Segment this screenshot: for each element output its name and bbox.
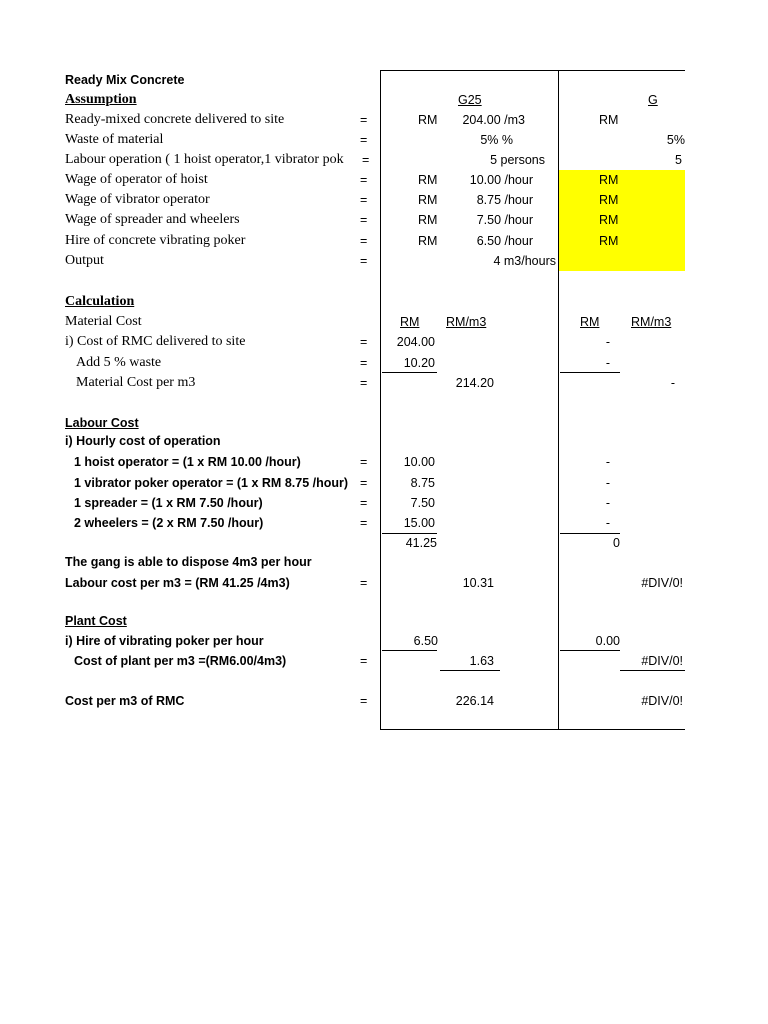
col-rmm3-2: RM/m3 <box>631 315 672 329</box>
labour-total-1: 41.25 <box>405 536 437 550</box>
material-per-m3-value-2: - <box>670 376 675 390</box>
equals-sign: = <box>360 455 368 469</box>
currency-2: RM <box>599 173 619 187</box>
equals-sign: = <box>360 254 368 268</box>
currency-2: RM <box>599 213 619 227</box>
equals-sign: = <box>360 133 368 147</box>
hourly-label: i) Hourly cost of operation <box>65 434 221 448</box>
labour-per-m3-value-2: #DIV/0! <box>641 576 683 590</box>
underline-labour-1 <box>382 533 437 534</box>
plant-heading: Plant Cost <box>65 614 127 628</box>
underline-plant-rm-1 <box>440 670 500 671</box>
assumption-label: Hire of concrete vibrating poker <box>65 233 246 248</box>
labour-label: 1 vibrator poker operator = (1 x RM 8.75 /hour) <box>74 476 349 490</box>
equals-sign: = <box>360 576 368 590</box>
underline-plant-2 <box>560 650 620 651</box>
plant-hire-value-1: 6.50 <box>413 634 438 648</box>
col-rm-2: RM <box>580 315 600 329</box>
underline-waste-2 <box>560 372 620 373</box>
labour-value-2: - <box>605 455 610 469</box>
plant-hire-value-2: 0.00 <box>595 634 620 648</box>
value-1: 7.50 /hour <box>476 213 533 227</box>
labour-label: 1 spreader = (1 x RM 7.50 /hour) <box>74 496 263 510</box>
equals-sign: = <box>360 335 368 349</box>
total-value-2: #DIV/0! <box>641 694 683 708</box>
border-top <box>380 70 685 71</box>
underline-plant-1 <box>382 650 437 651</box>
waste-label: Add 5 % waste <box>76 355 162 370</box>
border-mid <box>558 70 559 730</box>
border-bottom <box>380 729 685 730</box>
value-1: 4 m3/hours <box>493 254 556 268</box>
labour-per-m3-label: Labour cost per m3 = (RM 41.25 /4m3) <box>65 576 290 590</box>
total-value-1: 226.14 <box>455 694 494 708</box>
equals-sign: = <box>362 153 370 167</box>
value-1: 6.50 /hour <box>476 234 533 248</box>
currency-2: RM <box>599 113 619 127</box>
plant-per-m3-value-2: #DIV/0! <box>641 654 683 668</box>
labour-value-2: - <box>605 476 610 490</box>
calculation-heading: Calculation <box>65 294 135 309</box>
equals-sign: = <box>360 173 368 187</box>
underline-labour-2 <box>560 533 620 534</box>
equals-sign: = <box>360 234 368 248</box>
plant-hire-label: i) Hire of vibrating poker per hour <box>65 634 264 648</box>
assumption-label: Output <box>65 253 104 268</box>
equals-sign: = <box>360 113 368 127</box>
assumption-label: Wage of vibrator operator <box>65 192 210 207</box>
value-1: 5 persons <box>490 153 545 167</box>
material-cost-label: Material Cost <box>65 314 142 329</box>
gang-note: The gang is able to dispose 4m3 per hour <box>65 555 312 569</box>
waste-value-1: 10.20 <box>403 356 435 370</box>
highlight-cells <box>559 170 685 271</box>
labour-value-2: - <box>605 496 610 510</box>
value-2: 5% <box>666 133 685 147</box>
rmc-value-1: 204.00 <box>396 335 435 349</box>
labour-value-1: 15.00 <box>403 516 435 530</box>
total-label: Cost per m3 of RMC <box>65 694 185 708</box>
labour-label: 1 hoist operator = (1 x RM 10.00 /hour) <box>74 455 301 469</box>
currency-2: RM <box>599 193 619 207</box>
currency-1: RM <box>418 213 438 227</box>
assumption-label: Wage of spreader and wheelers <box>65 212 240 227</box>
value-1: 204.00 /m3 <box>462 113 525 127</box>
assumption-label: Waste of material <box>65 132 164 147</box>
currency-1: RM <box>418 113 438 127</box>
col2-header: G <box>648 93 658 107</box>
plant-per-m3-label: Cost of plant per m3 =(RM6.00/4m3) <box>74 654 287 668</box>
value-2: 5 <box>675 153 682 167</box>
rmc-value-2: - <box>605 335 610 349</box>
value-1: 5% % <box>480 133 513 147</box>
underline-plant-rm-2 <box>620 670 685 671</box>
sheet-title: Ready Mix Concrete <box>65 73 185 87</box>
equals-sign: = <box>360 516 368 530</box>
labour-value-2: - <box>605 516 610 530</box>
labour-value-1: 7.50 <box>410 496 435 510</box>
underline-waste-1 <box>382 372 437 373</box>
border-left <box>380 70 381 730</box>
col-rmm3-1: RM/m3 <box>446 315 487 329</box>
col1-header: G25 <box>458 93 482 107</box>
value-1: 8.75 /hour <box>476 193 533 207</box>
assumption-label: Wage of operator of hoist <box>65 172 208 187</box>
col-rm-1: RM <box>400 315 420 329</box>
assumption-label: Ready-mixed concrete delivered to site <box>65 112 285 127</box>
plant-per-m3-value-1: 1.63 <box>469 654 494 668</box>
rmc-label: i) Cost of RMC delivered to site <box>65 334 246 349</box>
labour-per-m3-value-1: 10.31 <box>462 576 494 590</box>
currency-1: RM <box>418 193 438 207</box>
equals-sign: = <box>360 694 368 708</box>
labour-heading: Labour Cost <box>65 416 139 430</box>
labour-value-1: 10.00 <box>403 455 435 469</box>
currency-1: RM <box>418 234 438 248</box>
labour-total-2: 0 <box>613 536 620 550</box>
labour-label: 2 wheelers = (2 x RM 7.50 /hour) <box>74 516 264 530</box>
equals-sign: = <box>360 496 368 510</box>
currency-2: RM <box>599 234 619 248</box>
equals-sign: = <box>360 193 368 207</box>
value-1: 10.00 /hour <box>469 173 533 187</box>
equals-sign: = <box>360 654 368 668</box>
equals-sign: = <box>360 476 368 490</box>
material-per-m3-label: Material Cost per m3 <box>76 375 196 390</box>
assumption-label: Labour operation ( 1 hoist operator,1 vibrator pok <box>65 152 344 167</box>
material-per-m3-value-1: 214.20 <box>455 376 494 390</box>
equals-sign: = <box>360 213 368 227</box>
assumption-heading: Assumption <box>65 92 137 107</box>
equals-sign: = <box>360 356 368 370</box>
equals-sign: = <box>360 376 368 390</box>
waste-value-2: - <box>605 356 610 370</box>
currency-1: RM <box>418 173 438 187</box>
labour-value-1: 8.75 <box>410 476 435 490</box>
